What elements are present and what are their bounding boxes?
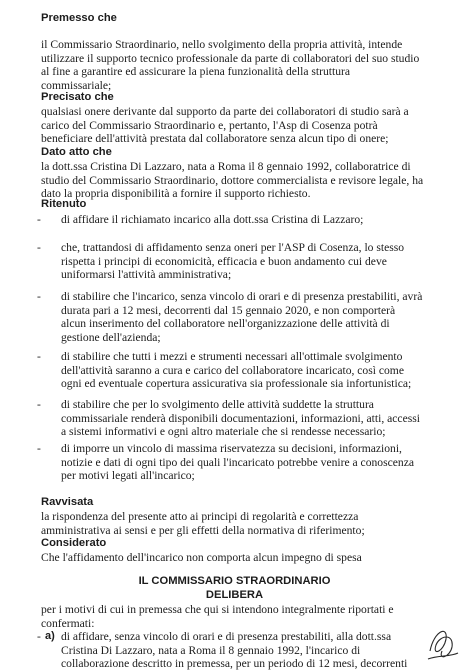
text-line: di imporre un vincolo di massima riservatezza su decisioni, informazioni, [61,442,402,455]
heading-dato-atto: Dato atto che [41,146,112,158]
heading-ravvisata: Ravvisata [41,496,94,508]
paragraph-delibera-intro [41,603,441,630]
list-dash: - [37,350,41,363]
text-line: utilizzare il supporto tecnico professionale da parte di collaboratori del suo studio [41,51,420,65]
heading-precisato: Precisato che [41,91,114,103]
paragraph-precisato [41,105,441,146]
text-line: uniformarsi l'attività amministrativa; [61,268,232,282]
text-line: studio del Commissario Straordinario, dottore commercialista e revisore legale, ha [41,173,424,187]
text-line: per i motivi di cui in premessa che qui si intendono integralmente riportati e [41,603,394,616]
text-line: a sistemi informativi e ogni altro materiale che si rendesse necessario; [61,425,386,439]
text-line: di stabilire che tutti i mezzi e strumenti necessari all'ottimale svolgimento [61,350,403,363]
paragraph-premesso [41,38,441,92]
text-line: di affidare, senza vincolo di orari e di presenza prestabiliti, alla dott.ssa [61,630,392,643]
text-line: al fine a garantire ed assicurare la piena funzionalità della struttura [41,65,351,79]
text-line: la rispondenza del presente atto ai principi di regolarità e correttezza [41,510,359,523]
text-line: notizie e dati di ogni tipo dei quali l'incaricato potrebbe venire a conoscenza [61,455,414,469]
signature-image [424,621,460,665]
text-line: che, trattandosi di affidamento senza oneri per l'ASP di Cosenza, lo stesso [61,241,405,254]
list-dash: - [37,241,41,254]
text-line: beneficiare dell'attività prestata dal collaboratore senza alcun tipo di onere; [41,132,389,146]
delibera-title: DELIBERA [205,589,264,601]
heading-ritenuto: Ritenuto [41,198,87,210]
item-marker: a) [45,630,55,642]
text-line: qualsiasi onere derivante dal supporto da parte dei collaboratori di studio sarà a [41,105,409,118]
text-line: commissariale renderà disponibili documentazioni, informazioni, atti, accessi [61,411,420,425]
text-line: Che l'affidamento dell'incarico non comporta alcun impegno di spesa [41,551,362,564]
text-line: collaborazione descritto in premessa, per un periodo di 12 mesi, decorrenti [61,657,408,671]
heading-premesso: Premesso che [41,12,117,24]
text-line: per motivi legati all'incarico; [61,469,195,483]
text-line: dato la propria disponibilità a fornire il supporto richiesto. [41,187,311,201]
text-line: carico del Commissario Straordinario e, pertanto, l'Asp di Cosenza potrà [41,118,378,132]
text-line: di stabilire che per lo svolgimento delle attività suddette la struttura [61,398,374,411]
text-line: il Commissario Straordinario, nello svolgimento della propria attività, intende [41,38,403,51]
text-line: rispetta i principi di economicità, efficacia e buon andamento cui deve [61,254,387,268]
text-line: confermati: [41,616,95,630]
text-line: dell'attività saranno a cura e carico del collaboratore incaricato, così come [61,363,404,377]
text-line: durata pari a 12 mesi, decorrenti dal 15 gennaio 2020, e non comporterà [61,303,396,317]
text-line: commissariale; [41,78,112,92]
paragraph-considerato [41,551,441,565]
text-line: di affidare il richiamato incarico alla dott.ssa Cristina di Lazzaro; [61,213,364,226]
list-dash: - [37,290,41,303]
text-line: alcun inserimento del collaboratore nell'organizzazione delle attività di [61,317,390,331]
text-line: la dott.ssa Cristina Di Lazzaro, nata a Roma il 8 gennaio 1992, collaboratrice di [41,160,411,173]
paragraph-ravvisata [41,510,441,537]
text-line: di stabilire che l'incarico, senza vincolo di orari e di presenza prestabiliti, avrà [61,290,423,303]
text-line: Cristina Di Lazzaro, nata a Roma il 8 gennaio 1992, l'incarico di [61,643,361,657]
text-line: amministrativa ai sensi e per gli effetti della normativa di riferimento; [41,523,365,537]
list-dash: - [37,630,41,643]
paragraph-dato-atto [41,160,441,201]
heading-considerato: Considerato [41,537,107,549]
list-dash: - [37,398,41,411]
list-dash: - [37,213,41,226]
text-line: ogni ed eventuale copertura assicurativa sia professionale sia infortunistica; [61,377,412,391]
list-dash: - [37,442,41,455]
text-line: gestione dell'azienda; [61,330,161,344]
commissario-title: IL COMMISSARIO STRAORDINARIO [138,575,331,587]
